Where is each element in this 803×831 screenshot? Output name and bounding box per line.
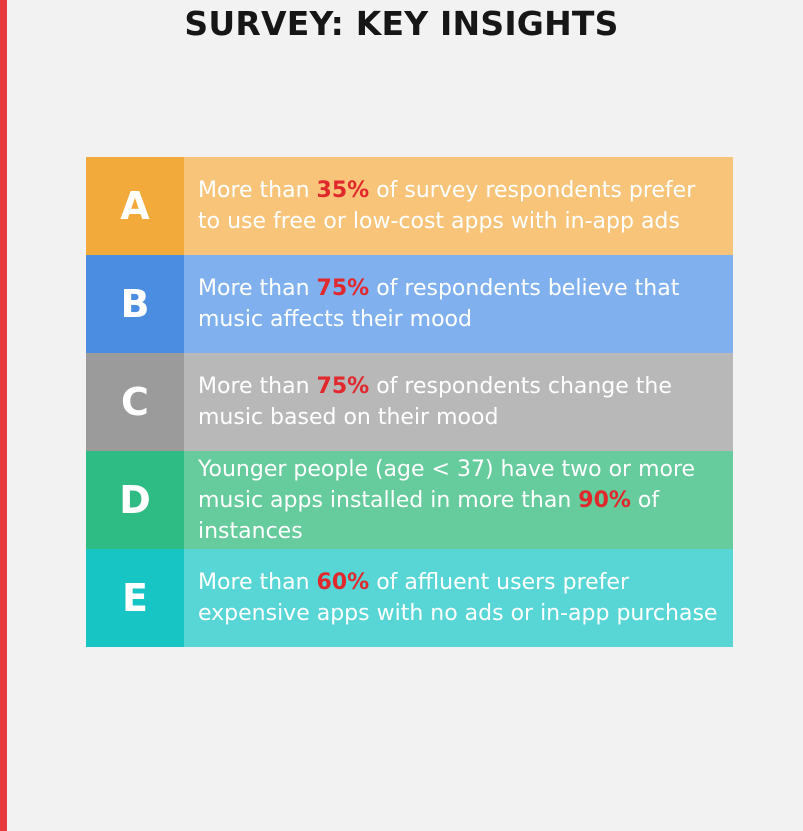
insight-highlight: 35% — [316, 178, 370, 203]
insight-text-after: of affluent users prefer expensive apps with no ads or in-app purchase — [198, 570, 718, 626]
insight-letter: D — [86, 451, 184, 549]
insight-sentence — [198, 454, 723, 547]
insight-letter: E — [86, 549, 184, 647]
insight-text-after: of instances — [198, 487, 660, 544]
insight-text-before: More than — [198, 276, 317, 301]
insight-row-c — [86, 353, 733, 451]
insight-text-after: of respondents change the music based on their mood — [198, 374, 672, 430]
insight-row-a — [86, 157, 733, 255]
insight-highlight: 75% — [316, 276, 370, 301]
insight-text-after: of survey respondents prefer to use free or low-cost apps with in-app ads — [198, 178, 696, 234]
insight-text — [184, 157, 733, 255]
insight-text — [184, 255, 733, 353]
insight-sentence — [198, 567, 723, 629]
insight-highlight: 75% — [316, 374, 370, 399]
left-accent-bar — [0, 0, 7, 831]
insight-text-before: More than — [198, 178, 317, 203]
insight-text-before: More than — [198, 570, 317, 595]
insight-row-b — [86, 255, 733, 353]
insight-text — [184, 353, 733, 451]
insight-row-d — [86, 451, 733, 549]
insight-text-before: More than — [198, 374, 317, 399]
insight-highlight: 60% — [316, 570, 370, 595]
insight-text-before: Younger people (age < 37) have two or more music apps installed in more than — [198, 456, 696, 513]
page-title: SURVEY: KEY INSIGHTS — [184, 4, 619, 43]
insight-row-e — [86, 549, 733, 647]
insight-letter: A — [86, 157, 184, 255]
insight-text — [184, 549, 733, 647]
insight-letter: B — [86, 255, 184, 353]
insights-table — [86, 157, 733, 647]
insight-highlight: 90% — [578, 487, 631, 513]
insight-sentence — [198, 371, 723, 433]
insight-letter: C — [86, 353, 184, 451]
insight-sentence — [198, 273, 723, 335]
insight-text-after: of respondents believe that music affects their mood — [198, 276, 680, 332]
insight-sentence — [198, 175, 723, 237]
insight-text — [184, 451, 733, 549]
